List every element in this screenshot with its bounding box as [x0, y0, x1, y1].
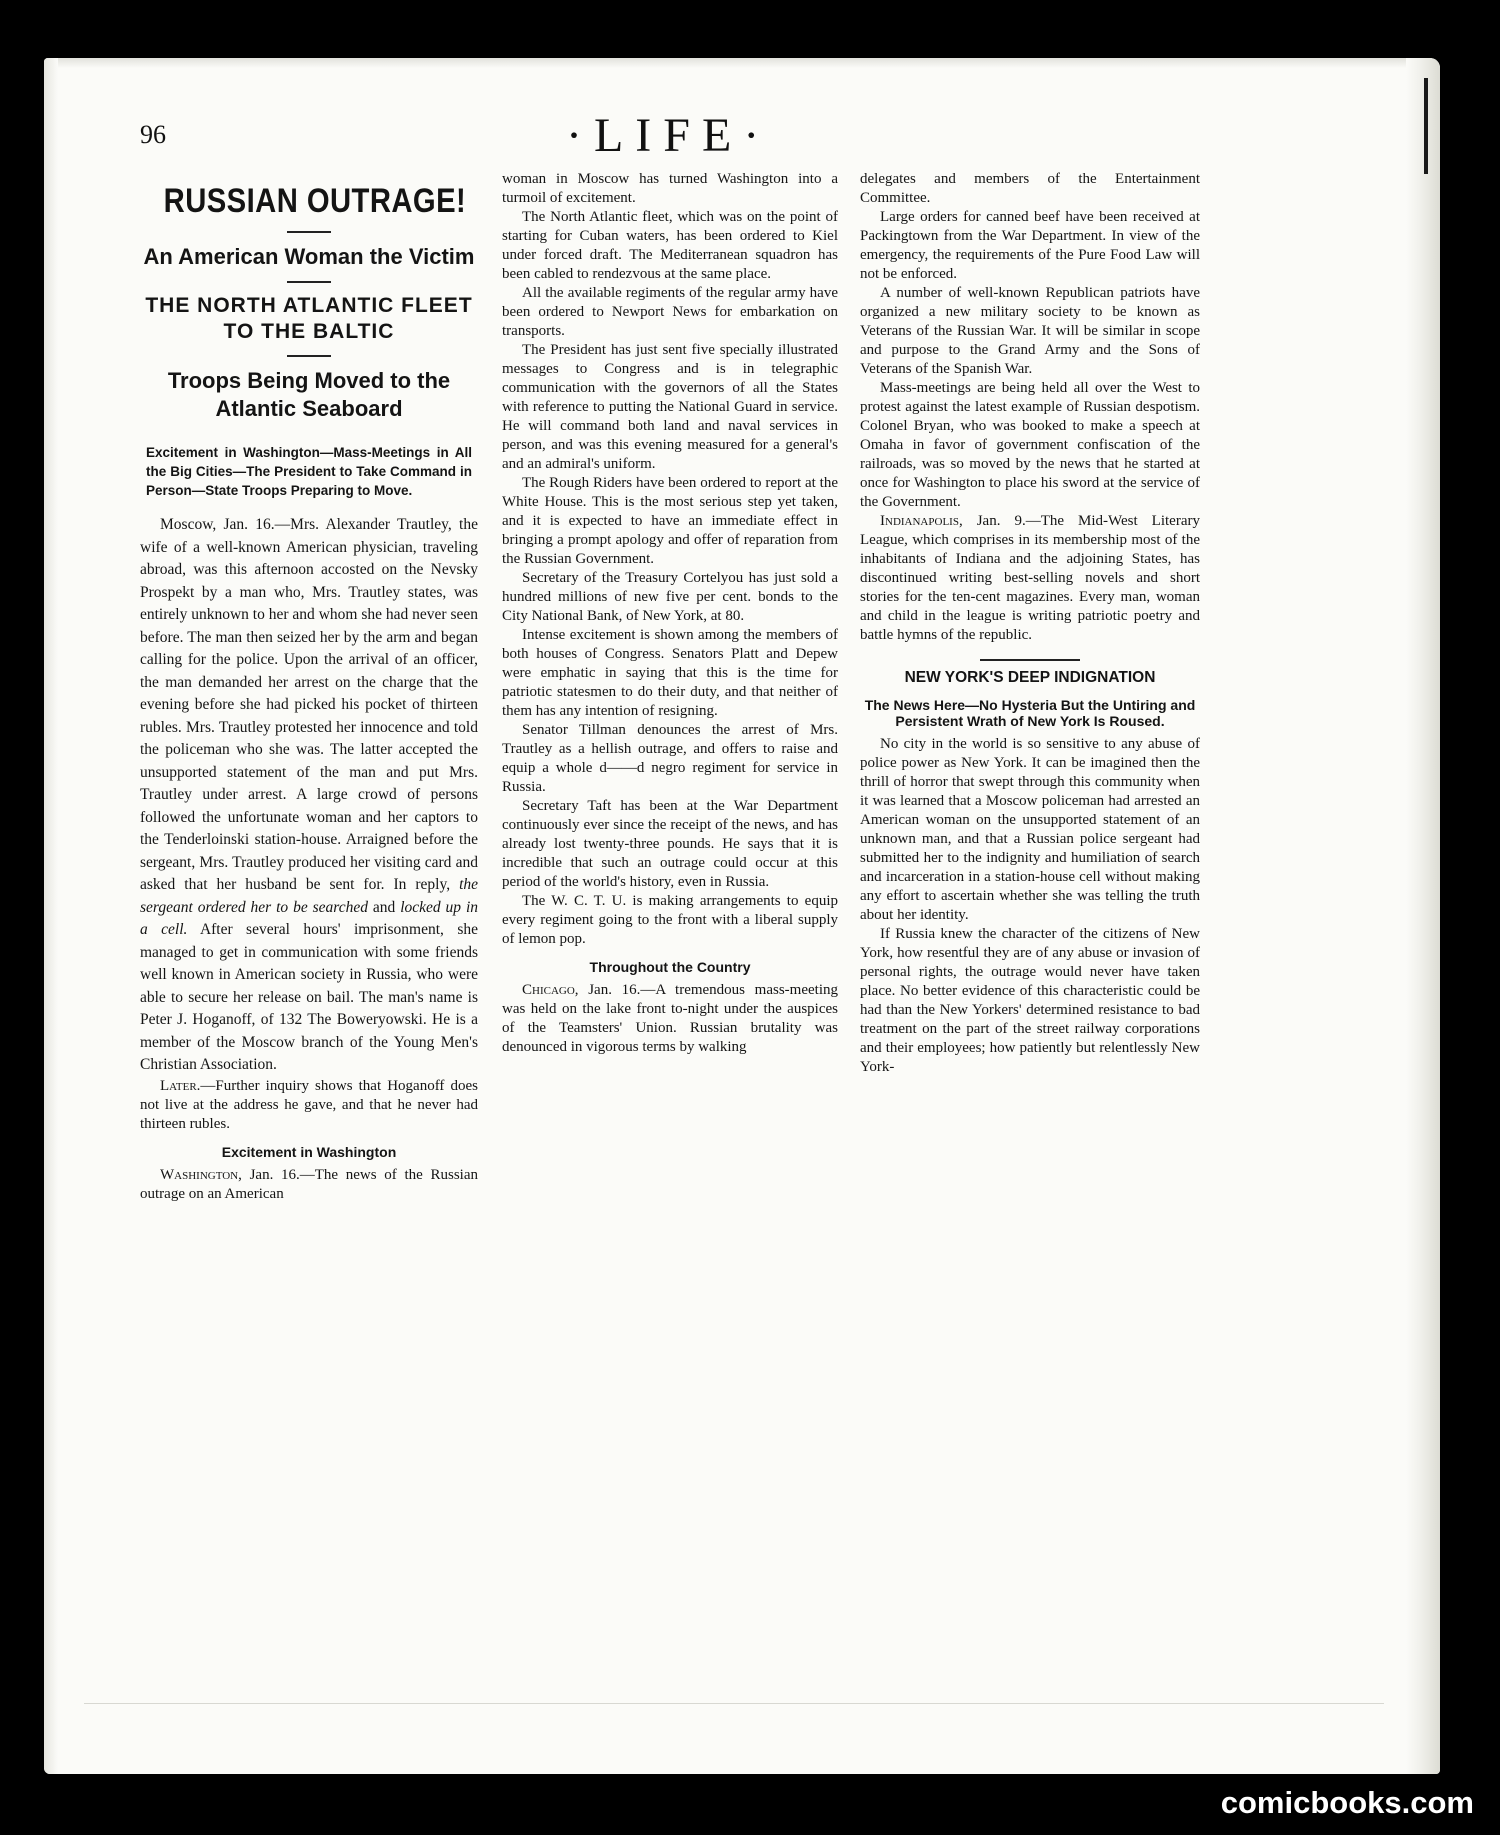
- article-deck: Excitement in Washington—Mass-Meetings in All the Big Cities—The President to Take Command in Person—State Troops Preparing to Move.: [146, 445, 472, 498]
- page-edge-top: [44, 58, 1440, 68]
- section-heading: NEW YORK'S DEEP INDIGNATION: [904, 669, 1156, 686]
- page-binding-strip: [1406, 58, 1440, 1774]
- paragraph: Chicago, Jan. 16.—A tremendous mass-meeting was held on the lake front to-night under the auspices of the Teamsters' Union. Russian brutality was denounced in vigorous terms by walking: [502, 982, 838, 1055]
- subhead-fleet: THE NORTH ATLANTIC FLEET TO THE BALTIC: [145, 294, 473, 343]
- paragraph: The North Atlantic fleet, which was on the point of starting for Cuban waters, has been ordered to Kiel under forced draft. The Mediterranean squadron has been cabled to rendezvous at the same place.: [502, 209, 838, 282]
- headline-rule: [287, 231, 331, 233]
- paragraph: woman in Moscow has turned Washington into a turmoil of excitement.: [502, 171, 838, 206]
- section-rule: [980, 659, 1080, 661]
- paragraph: Washington, Jan. 16.—The news of the Russian outrage on an American: [140, 1166, 478, 1202]
- paragraph: Mass-meetings are being held all over the West to protest against the latest example of Russian despotism. Colonel Bryan, who was booked to make a speech at Omaha in favor of government confiscation of the railroads, was so moved by the news that he started at once for Washington to place his sword at the service of the Government.: [860, 380, 1200, 510]
- section-deck: The News Here—No Hysteria But the Untiring and Persistent Wrath of New York Is Roused.: [864, 697, 1196, 729]
- paragraph: Large orders for canned beef have been received at Packingtown from the War Department. In view of the emergency, the requirements of the Pure Food Law will not be enforced.: [860, 209, 1200, 282]
- subhead-victim: An American Woman the Victim: [143, 244, 475, 269]
- paragraph: Secretary Taft has been at the War Department continuously ever since the receipt of the news, and has already lost twenty-three pounds. He says that it is incredible that such an outrage could occur at this period of the world's history, even in Russia.: [502, 798, 838, 890]
- section-heading: Excitement in Washington: [221, 1143, 397, 1160]
- column-2: [502, 170, 838, 1057]
- page-edge-left: [44, 58, 58, 1774]
- subhead-troops: Troops Being Moved to the Atlantic Seaboard: [167, 368, 451, 421]
- paragraph: Secretary of the Treasury Cortelyou has just sold a hundred millions of new five per cent. bonds to the City National Bank, of New York, at 80.: [502, 570, 838, 624]
- binding-mark: [1424, 78, 1428, 174]
- paragraph: delegates and members of the Entertainment Committee.: [860, 171, 1200, 206]
- paragraph: Senator Tillman denounces the arrest of Mrs. Trautley as a hellish outrage, and offers to raise and equip a whole d——d negro regiment for service in Russia.: [502, 722, 838, 795]
- paragraph: Later.—Further inquiry shows that Hoganoff does not live at the address he gave, and that he never had thirteen rubles.: [140, 1077, 478, 1132]
- subhead-rule: [287, 355, 331, 357]
- masthead: ·LIFE·: [566, 109, 772, 162]
- headline: RUSSIAN OUTRAGE!: [163, 182, 467, 220]
- watermark: comicbooks.com: [1220, 1785, 1474, 1820]
- paragraph: Moscow, Jan. 16.—Mrs. Alexander Trautley, the wife of a well-known American physician, traveling abroad, was this afternoon accosted on the Nevsky Prospekt by a man who, Mrs. Trautley states, was entirely unknown to her and whom she had never seen before. The man then seized her by the arm and began calling for the police. Upon the arrival of an officer, the man demanded her arrest on the charge that the evening before she had picked his pocket of thirteen rubles. Mrs. Trautley protested her innocence and told the policeman who she was. The latter accepted the unsupported statement of the man and put Mrs. Trautley under arrest. A large crowd of persons followed the unfortunate woman and her captors to the Tenderloinski station-house. Arraigned before the sergeant, Mrs. Trautley produced her visiting card and asked that her husband be sent for. In reply, the sergeant ordered her to be searched and locked up in a cell. After several hours' imprisonment, she managed to get in communication with some friends well known in American society in Russia, who were able to secure her release on bail. The man's name is Peter J. Hoganoff, of 132 The Boweryowski. He is a member of the Moscow branch of the Young Men's Christian Association.: [140, 516, 479, 1073]
- column-1: [140, 170, 478, 1204]
- paragraph: The Rough Riders have been ordered to report at the White House. This is the most serious step yet taken, and it is expected to have an immediate effect in bringing a prompt apology and offer of reparation from the Russian Government.: [502, 475, 838, 567]
- paragraph: The W. C. T. U. is making arrangements to equip every regiment going to the front with a liberal supply of lemon pop.: [502, 893, 838, 947]
- subhead-rule: [287, 281, 331, 283]
- paragraph: Indianapolis, Jan. 9.—The Mid-West Literary League, which comprises in its membership most of the inhabitants of Indiana and the adjoining States, has discontinued writing best-selling novels and short stories for the ten-cent magazines. Every man, woman and child in the league is writing patriotic poetry and battle hymns of the republic.: [860, 513, 1200, 643]
- paragraph: A number of well-known Republican patriots have organized a new military society to be known as Veterans of the Russian War. It will be similar in scope and purpose to the Grand Army and the Sons of Veterans of the Spanish War.: [860, 285, 1200, 377]
- paragraph: If Russia knew the character of the citizens of New York, how resentful they are of any abuse or invasion of personal rights, the outrage would never have taken place. No better evidence of this characteristic could be had than the New Yorkers' determined resistance to bad treatment on the part of the street railway corporations and their employees; how patiently but relentlessly New York-: [860, 926, 1200, 1075]
- paragraph: No city in the world is so sensitive to any abuse of police power as New York. It can be imagined then the thrill of horror that swept through this community when it was learned that a Moscow policeman had arrested an American woman on the unsupported statement of an unknown man, and that a Russian police sergeant had submitted her to the indignity and humiliation of search and incarceration in a station-house cell without making any effort to ascertain whether she was telling the truth about her identity.: [860, 736, 1200, 923]
- paragraph: The President has just sent five specially illustrated messages to Congress and is in telegraphic communication with the governors of all the States with reference to putting the National Guard in service. He will command both land and naval services in person, and was this evening measured for a general's and an admiral's uniform.: [502, 342, 838, 472]
- section-heading: Throughout the Country: [589, 959, 751, 975]
- paragraph: All the available regiments of the regular army have been ordered to Newport News for embarkation on transports.: [502, 285, 838, 339]
- paragraph: Intense excitement is shown among the members of both houses of Congress. Senators Platt and Depew were emphatic in saying that this is the time for patriotic statesmen to do their duty, and that neither of them has any intention of resigning.: [502, 627, 838, 719]
- column-3: [860, 170, 1200, 1077]
- page-number: 96: [140, 120, 166, 149]
- page-fold: [84, 1703, 1384, 1774]
